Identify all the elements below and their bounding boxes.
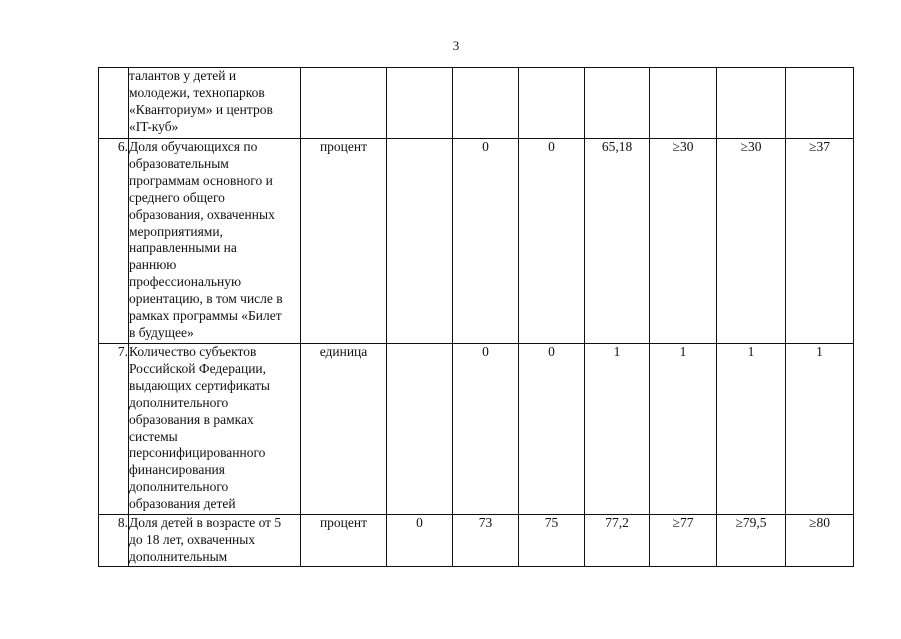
unit-cell: процент (301, 515, 387, 567)
value-cell: 1 (786, 344, 854, 515)
indicator-name: Доля детей в возрасте от 5 до 18 лет, охваченных дополнительным (129, 515, 301, 567)
value-cell: 0 (453, 139, 519, 344)
value-cell: 0 (453, 344, 519, 515)
table-row (99, 515, 854, 567)
value-cell (519, 68, 585, 139)
value-cell (717, 68, 786, 139)
table-row (99, 68, 854, 139)
value-cell: ≥30 (717, 139, 786, 344)
unit-cell: процент (301, 139, 387, 344)
unit-cell (301, 68, 387, 139)
row-number (99, 68, 129, 139)
table-row (99, 344, 854, 515)
unit-cell: единица (301, 344, 387, 515)
value-cell (387, 344, 453, 515)
indicator-name: Количество субъектов Российской Федерации, выдающих сертификаты дополнительного образования в рамках системы персонифицированного финансирования дополнительного образования детей (129, 344, 301, 515)
value-cell (650, 68, 717, 139)
value-cell (453, 68, 519, 139)
value-cell: 1 (650, 344, 717, 515)
value-cell (387, 68, 453, 139)
value-cell: ≥77 (650, 515, 717, 567)
indicator-name: Доля обучающихся по образовательным программам основного и среднего общего образования, охваченных мероприятиями, направленными на раннюю профессиональную ориентацию, в том числе в рамках программы «Билет в будущее» (129, 139, 301, 344)
value-cell: ≥30 (650, 139, 717, 344)
indicator-name: талантов у детей и молодежи, технопарков «Кванториум» и центров «IT-куб» (129, 68, 301, 139)
value-cell: 1 (717, 344, 786, 515)
row-number: 8. (99, 515, 129, 567)
row-number: 7. (99, 344, 129, 515)
value-cell: 77,2 (585, 515, 650, 567)
value-cell (585, 68, 650, 139)
value-cell: ≥79,5 (717, 515, 786, 567)
value-cell: ≥80 (786, 515, 854, 567)
value-cell (387, 139, 453, 344)
row-number: 6. (99, 139, 129, 344)
value-cell (786, 68, 854, 139)
page-number: 3 (452, 38, 460, 53)
value-cell: ≥37 (786, 139, 854, 344)
indicators-table (98, 67, 854, 567)
value-cell: 65,18 (585, 139, 650, 344)
value-cell: 0 (519, 139, 585, 344)
value-cell: 75 (519, 515, 585, 567)
table-row (99, 139, 854, 344)
value-cell: 1 (585, 344, 650, 515)
value-cell: 0 (519, 344, 585, 515)
value-cell: 73 (453, 515, 519, 567)
value-cell: 0 (387, 515, 453, 567)
